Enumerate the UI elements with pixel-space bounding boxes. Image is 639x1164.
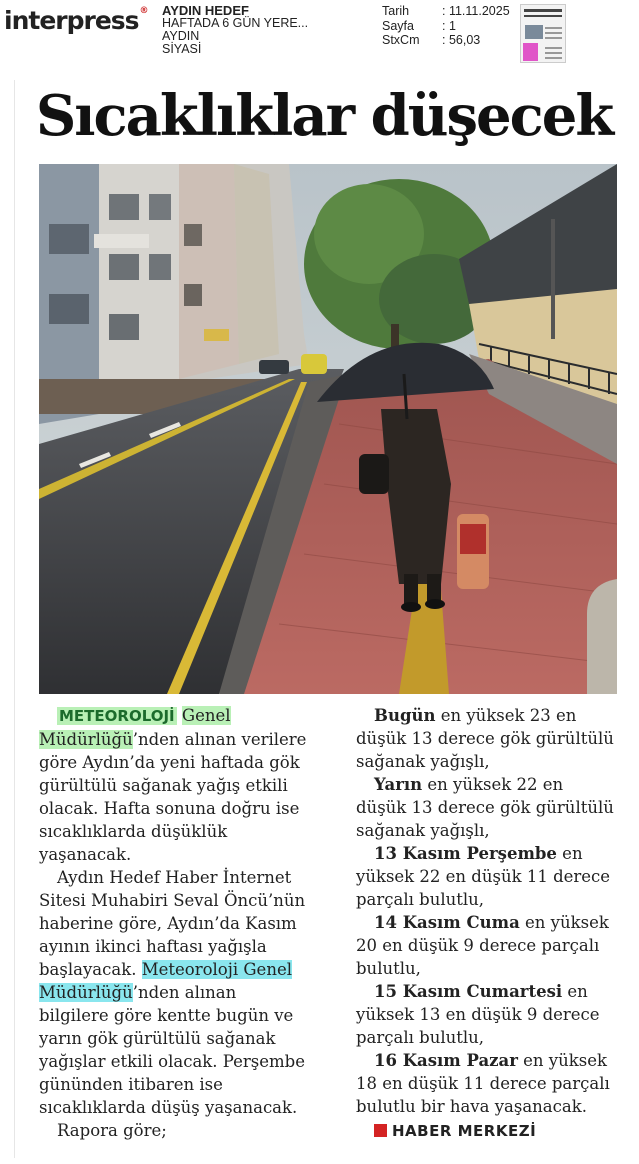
clipping-header [0, 0, 639, 72]
publication-name: AYDIN HEDEF [162, 3, 249, 18]
forecast-item: 15 Kasım Cumartesi en yüksek 13 en düşük 9 derece parçalı bulutlu, [356, 982, 600, 1047]
meteoroloji-tag: METEOROLOJİ [59, 707, 175, 725]
publication-city: AYDIN [162, 29, 200, 43]
highlight-genel-mudurlugu: Genel Müdürlüğü [39, 706, 231, 749]
forecast-day: Yarın [374, 775, 423, 794]
publication-frequency: HAFTADA 6 GÜN YERE... [162, 16, 309, 30]
forecast-item: 14 Kasım Cuma en yüksek 20 en düşük 9 derece parçalı bulutlu, [356, 913, 609, 978]
forecast-day: 13 Kasım Perşembe [374, 844, 557, 863]
red-square-icon [374, 1124, 387, 1137]
paragraph-1: METEOROLOJİ Genel Müdürlüğü’nden alınan verilere göre Aydın’da yeni haftada gök gürültülü sağanak yağış etkili olacak. Hafta sonuna doğru ise sıcaklıklarda düşüklük yaşanacak. [39, 706, 307, 864]
forecast-item: 13 Kasım Perşembe en yüksek 22 en düşük 11 derece parçalı bulutlu, [356, 844, 611, 909]
forecast-day: 15 Kasım Cumartesi [374, 982, 563, 1001]
forecast-item: Yarın en yüksek 22 en düşük 13 derece gök gürültülü sağanak yağışlı, [356, 775, 614, 840]
article-clipping [14, 80, 633, 1158]
clipping-location-marker [523, 43, 538, 61]
page-thumbnail[interactable] [520, 4, 566, 63]
interpress-logo: interpress® [4, 6, 148, 35]
highlight-meteoroloji-genel-mudurlugu: Meteoroloji Genel Müdürlüğü [39, 960, 292, 1002]
meta-date: Tarih : 11.11.2025 [382, 4, 510, 18]
meta-stxcm: StxCm : 56,03 [382, 33, 481, 47]
paragraph-2: Aydın Hedef Haber İnternet Sitesi Muhabiri Seval Öncü’nün haberine göre, Aydın’da Kasım ayının ikinci haftası yağışla başlayacak. Meteoroloji Genel Müdürlüğü’nden alınan bilgilere göre kentte bugün ve yarın gök gürültülü sağanak yağışlar etkili olacak. Perşembe gününden itibaren ise sıcaklıklarda düşüş yaşanacak. [39, 868, 306, 1117]
article-column-2 [356, 704, 616, 1143]
byline: HABER MERKEZİ [356, 1120, 616, 1143]
forecast-item: 16 Kasım Pazar en yüksek 18 en düşük 11 derece parçalı bulutlu bir hava yaşanacak. [356, 1051, 610, 1116]
forecast-day: 14 Kasım Cuma [374, 913, 520, 932]
paragraph-3: Rapora göre; [57, 1121, 167, 1140]
clipping-meta [382, 4, 510, 48]
forecast-day: 16 Kasım Pazar [374, 1051, 518, 1070]
article-column-1 [39, 704, 311, 1142]
publication-section: SİYASİ [162, 42, 202, 56]
publication-info [162, 4, 308, 56]
forecast-day: Bugün [374, 706, 436, 725]
rainy-street-photo [39, 164, 617, 694]
forecast-item: Bugün en yüksek 23 en düşük 13 derece gök gürültülü sağanak yağışlı, [356, 706, 614, 771]
headline: Sıcaklıklar düşecek [35, 83, 613, 149]
meta-page: Sayfa : 1 [382, 18, 456, 33]
